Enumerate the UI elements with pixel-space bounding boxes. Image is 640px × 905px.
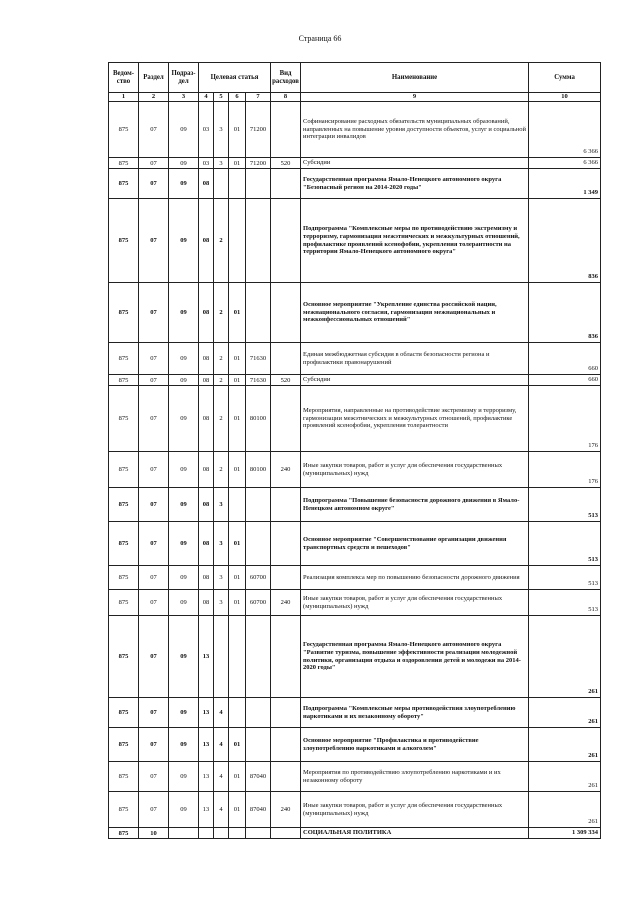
cell-vedomstvo: 875 (109, 102, 139, 158)
cell-vedomstvo: 875 (109, 343, 139, 375)
cell-summa: 513 (529, 566, 601, 590)
cell-podrazdel: 09 (169, 386, 199, 452)
cell-podrazdel: 09 (169, 199, 199, 283)
cell-razdel: 07 (139, 698, 169, 728)
cell-razdel: 07 (139, 199, 169, 283)
header-vedomstvo: Ведом-ство (109, 63, 139, 93)
cell-cs-3 (229, 828, 246, 839)
cell-podrazdel: 09 (169, 283, 199, 343)
cell-cs-4: 71200 (246, 158, 271, 169)
cell-podrazdel (169, 828, 199, 839)
cell-summa: 261 (529, 792, 601, 828)
cell-vid (271, 102, 301, 158)
cell-cs-1: 08 (199, 566, 214, 590)
table-row (109, 199, 601, 283)
cell-podrazdel: 09 (169, 762, 199, 792)
cell-cs-4: 87040 (246, 792, 271, 828)
cell-cs-3: 01 (229, 158, 246, 169)
cell-cs-2: 3 (214, 566, 229, 590)
cell-vedomstvo: 875 (109, 828, 139, 839)
cell-cs-1 (199, 828, 214, 839)
cell-cs-1: 13 (199, 762, 214, 792)
cell-podrazdel: 09 (169, 698, 199, 728)
column-number-3: 3 (169, 93, 199, 102)
table-row (109, 283, 601, 343)
cell-vedomstvo: 875 (109, 199, 139, 283)
cell-naimenovanie: Мероприятия по противодействию злоупотреблению наркотиками и их незаконному обороту (301, 762, 529, 792)
cell-razdel: 07 (139, 158, 169, 169)
cell-cs-4 (246, 828, 271, 839)
cell-vid: 520 (271, 158, 301, 169)
cell-naimenovanie: Реализация комплекса мер по повышению безопасности дорожного движения (301, 566, 529, 590)
cell-vedomstvo: 875 (109, 590, 139, 616)
cell-naimenovanie: Государственная программа Ямало-Ненецкого автономного округа "Безопасный регион на 2014-2020 годы" (301, 169, 529, 199)
cell-cs-2: 2 (214, 343, 229, 375)
cell-cs-2 (214, 616, 229, 698)
table-row (109, 616, 601, 698)
cell-cs-4: 71630 (246, 375, 271, 386)
column-number-2: 2 (139, 93, 169, 102)
cell-cs-1: 13 (199, 792, 214, 828)
cell-razdel: 07 (139, 590, 169, 616)
table-row (109, 590, 601, 616)
cell-vid: 520 (271, 375, 301, 386)
cell-vid (271, 566, 301, 590)
column-number-10: 10 (529, 93, 601, 102)
cell-vid (271, 698, 301, 728)
cell-razdel: 07 (139, 762, 169, 792)
cell-vedomstvo: 875 (109, 283, 139, 343)
cell-cs-2: 3 (214, 590, 229, 616)
cell-cs-4 (246, 283, 271, 343)
table-row (109, 488, 601, 522)
cell-summa: 6 366 (529, 158, 601, 169)
table-row (109, 522, 601, 566)
cell-cs-4 (246, 488, 271, 522)
cell-podrazdel: 09 (169, 616, 199, 698)
cell-vid (271, 762, 301, 792)
cell-cs-1: 13 (199, 728, 214, 762)
cell-naimenovanie: Основное мероприятие "Укрепление единства российской нации, межнационального согласия, гармонизация межнациональных и межконфессиональных отношений" (301, 283, 529, 343)
cell-cs-3: 01 (229, 102, 246, 158)
cell-cs-1: 08 (199, 283, 214, 343)
cell-naimenovanie: Подпрограмма "Комплексные меры по противодействию экстремизму и терроризму, гармонизация межэтнических и межкультурных отношений, профилактике проявлений ксенофобии, укрепления толерантности на территории Ямало-Ненецкого автономного округа" (301, 199, 529, 283)
cell-summa: 513 (529, 522, 601, 566)
cell-podrazdel: 09 (169, 169, 199, 199)
cell-cs-4: 60700 (246, 566, 271, 590)
cell-naimenovanie: Основное мероприятие "Совершенствование организации движения транспортных средств и пешеходов" (301, 522, 529, 566)
cell-cs-3: 01 (229, 386, 246, 452)
table-row (109, 386, 601, 452)
cell-vid (271, 199, 301, 283)
cell-razdel: 07 (139, 375, 169, 386)
cell-vedomstvo: 875 (109, 488, 139, 522)
cell-vedomstvo: 875 (109, 522, 139, 566)
cell-vedomstvo: 875 (109, 158, 139, 169)
cell-summa: 176 (529, 452, 601, 488)
cell-cs-2: 3 (214, 102, 229, 158)
cell-cs-2: 4 (214, 698, 229, 728)
cell-summa: 660 (529, 343, 601, 375)
cell-cs-4 (246, 522, 271, 566)
column-number-5: 5 (214, 93, 229, 102)
cell-podrazdel: 09 (169, 375, 199, 386)
table-row (109, 566, 601, 590)
cell-cs-2: 3 (214, 158, 229, 169)
cell-summa: 261 (529, 762, 601, 792)
cell-cs-1: 08 (199, 488, 214, 522)
cell-cs-1: 13 (199, 616, 214, 698)
cell-razdel: 07 (139, 343, 169, 375)
cell-podrazdel: 09 (169, 522, 199, 566)
table-row (109, 375, 601, 386)
cell-cs-4 (246, 728, 271, 762)
cell-cs-2: 2 (214, 283, 229, 343)
cell-vedomstvo: 875 (109, 169, 139, 199)
cell-cs-1: 08 (199, 343, 214, 375)
cell-razdel: 10 (139, 828, 169, 839)
cell-cs-1: 03 (199, 158, 214, 169)
cell-cs-2: 2 (214, 375, 229, 386)
table-row (109, 102, 601, 158)
cell-podrazdel: 09 (169, 792, 199, 828)
cell-razdel: 07 (139, 728, 169, 762)
header-summa: Сумма (529, 63, 601, 93)
cell-naimenovanie: Иные закупки товаров, работ и услуг для обеспечения государственных (муниципальных) нужд (301, 452, 529, 488)
cell-podrazdel: 09 (169, 728, 199, 762)
cell-summa: 261 (529, 728, 601, 762)
cell-vid: 240 (271, 452, 301, 488)
cell-razdel: 07 (139, 566, 169, 590)
column-number-4: 4 (199, 93, 214, 102)
table-row (109, 792, 601, 828)
cell-razdel: 07 (139, 386, 169, 452)
cell-naimenovanie: Единая межбюджетная субсидия в области безопасности региона и профилактики правонарушений (301, 343, 529, 375)
cell-vid (271, 616, 301, 698)
cell-vid (271, 488, 301, 522)
cell-naimenovanie: Подпрограмма "Комплексные меры противодействия злоупотреблению наркотиками и их незаконному обороту" (301, 698, 529, 728)
cell-vedomstvo: 875 (109, 375, 139, 386)
cell-cs-1: 08 (199, 375, 214, 386)
table-row (109, 728, 601, 762)
cell-vid (271, 169, 301, 199)
cell-naimenovanie: Подпрограмма "Повышение безопасности дорожного движения в Ямало-Ненецком автономном округе" (301, 488, 529, 522)
page-number-label: Страница 66 (298, 34, 342, 43)
budget-table (108, 62, 601, 839)
cell-vedomstvo: 875 (109, 616, 139, 698)
cell-vid (271, 828, 301, 839)
cell-summa: 261 (529, 698, 601, 728)
header-vid-rashodov: Вид расходов (271, 63, 301, 93)
cell-summa: 836 (529, 283, 601, 343)
cell-naimenovanie: Основное мероприятие "Профилактика и противодействие злоупотреблению наркотиками и алкоголем" (301, 728, 529, 762)
cell-vedomstvo: 875 (109, 386, 139, 452)
column-number-8: 8 (271, 93, 301, 102)
cell-cs-3: 01 (229, 343, 246, 375)
cell-cs-3: 01 (229, 728, 246, 762)
cell-razdel: 07 (139, 792, 169, 828)
cell-cs-3: 01 (229, 590, 246, 616)
cell-cs-2 (214, 169, 229, 199)
cell-podrazdel: 09 (169, 158, 199, 169)
cell-naimenovanie: Мероприятия, направленные на противодействие экстремизму и терроризму, гармонизации межэтнических и межкультурных отношений, профилактике проявлений ксенофобии, укрепления толерантности (301, 386, 529, 452)
cell-podrazdel: 09 (169, 488, 199, 522)
table-row (109, 343, 601, 375)
cell-cs-3 (229, 488, 246, 522)
cell-cs-3 (229, 169, 246, 199)
cell-cs-2 (214, 828, 229, 839)
cell-cs-3 (229, 698, 246, 728)
cell-summa: 660 (529, 375, 601, 386)
cell-cs-3: 01 (229, 283, 246, 343)
cell-podrazdel: 09 (169, 566, 199, 590)
column-number-row (109, 93, 601, 102)
cell-vid (271, 522, 301, 566)
cell-cs-2: 4 (214, 762, 229, 792)
cell-cs-4 (246, 199, 271, 283)
header-podrazdel: Подраз-дел (169, 63, 199, 93)
cell-cs-1: 03 (199, 102, 214, 158)
cell-podrazdel: 09 (169, 452, 199, 488)
cell-cs-2: 2 (214, 452, 229, 488)
cell-summa: 6 366 (529, 102, 601, 158)
header-naimenovanie: Наименование (301, 63, 529, 93)
cell-naimenovanie: Субсидии (301, 375, 529, 386)
cell-vedomstvo: 875 (109, 792, 139, 828)
column-number-6: 6 (229, 93, 246, 102)
cell-razdel: 07 (139, 102, 169, 158)
cell-cs-1: 08 (199, 452, 214, 488)
cell-cs-3 (229, 199, 246, 283)
cell-cs-2: 3 (214, 522, 229, 566)
cell-cs-4: 87040 (246, 762, 271, 792)
table-header-row (109, 63, 601, 93)
column-number-9: 9 (301, 93, 529, 102)
cell-vedomstvo: 875 (109, 566, 139, 590)
cell-vid (271, 386, 301, 452)
cell-cs-3: 01 (229, 566, 246, 590)
cell-vedomstvo: 875 (109, 762, 139, 792)
cell-naimenovanie: Государственная программа Ямало-Ненецкого автономного округа "Развитие туризма, повышение эффективности реализации молодежной политики, организация отдыха и оздоровления детей и молодежи на 2014-2020 годы" (301, 616, 529, 698)
cell-summa: 513 (529, 590, 601, 616)
cell-cs-2: 2 (214, 199, 229, 283)
cell-cs-4: 60700 (246, 590, 271, 616)
cell-vid: 240 (271, 590, 301, 616)
cell-vedomstvo: 875 (109, 728, 139, 762)
header-celevaya-statya: Целевая статья (199, 63, 271, 93)
cell-vedomstvo: 875 (109, 452, 139, 488)
cell-cs-4 (246, 616, 271, 698)
cell-cs-1: 08 (199, 169, 214, 199)
table-row (109, 698, 601, 728)
cell-cs-2: 3 (214, 488, 229, 522)
cell-cs-1: 13 (199, 698, 214, 728)
table-row (109, 762, 601, 792)
cell-cs-4: 71630 (246, 343, 271, 375)
cell-summa: 176 (529, 386, 601, 452)
cell-summa: 261 (529, 616, 601, 698)
cell-podrazdel: 09 (169, 343, 199, 375)
cell-razdel: 07 (139, 616, 169, 698)
cell-naimenovanie: СОЦИАЛЬНАЯ ПОЛИТИКА (301, 828, 529, 839)
cell-podrazdel: 09 (169, 102, 199, 158)
cell-summa: 1 349 (529, 169, 601, 199)
cell-cs-4: 80100 (246, 452, 271, 488)
cell-cs-3: 01 (229, 375, 246, 386)
cell-cs-4 (246, 169, 271, 199)
cell-cs-3: 01 (229, 452, 246, 488)
cell-cs-1: 08 (199, 590, 214, 616)
cell-cs-2: 4 (214, 792, 229, 828)
cell-naimenovanie: Субсидии (301, 158, 529, 169)
cell-vid: 240 (271, 792, 301, 828)
column-number-7: 7 (246, 93, 271, 102)
cell-naimenovanie: Иные закупки товаров, работ и услуг для обеспечения государственных (муниципальных) нужд (301, 590, 529, 616)
table-row (109, 828, 601, 839)
cell-cs-1: 08 (199, 386, 214, 452)
cell-cs-3 (229, 616, 246, 698)
cell-cs-3: 01 (229, 762, 246, 792)
cell-naimenovanie: Иные закупки товаров, работ и услуг для обеспечения государственных (муниципальных) нужд (301, 792, 529, 828)
cell-cs-2: 2 (214, 386, 229, 452)
cell-summa: 513 (529, 488, 601, 522)
cell-vid (271, 343, 301, 375)
table-row (109, 169, 601, 199)
cell-cs-1: 08 (199, 199, 214, 283)
header-razdel: Раздел (139, 63, 169, 93)
cell-vid (271, 728, 301, 762)
table-row (109, 452, 601, 488)
cell-cs-4: 71200 (246, 102, 271, 158)
cell-cs-4 (246, 698, 271, 728)
cell-summa: 836 (529, 199, 601, 283)
cell-vid (271, 283, 301, 343)
cell-naimenovanie: Софинансирование расходных обязательств муниципальных образований, направленных на повышение уровня доступности объектов, услуг и социальной интеграции инвалидов (301, 102, 529, 158)
cell-razdel: 07 (139, 452, 169, 488)
cell-cs-2: 4 (214, 728, 229, 762)
cell-podrazdel: 09 (169, 590, 199, 616)
cell-cs-3: 01 (229, 792, 246, 828)
cell-cs-3: 01 (229, 522, 246, 566)
cell-razdel: 07 (139, 169, 169, 199)
cell-razdel: 07 (139, 488, 169, 522)
cell-vedomstvo: 875 (109, 698, 139, 728)
cell-cs-4: 80100 (246, 386, 271, 452)
table-row (109, 158, 601, 169)
cell-summa: 1 309 334 (529, 828, 601, 839)
cell-razdel: 07 (139, 522, 169, 566)
cell-cs-1: 08 (199, 522, 214, 566)
column-number-1: 1 (109, 93, 139, 102)
cell-razdel: 07 (139, 283, 169, 343)
